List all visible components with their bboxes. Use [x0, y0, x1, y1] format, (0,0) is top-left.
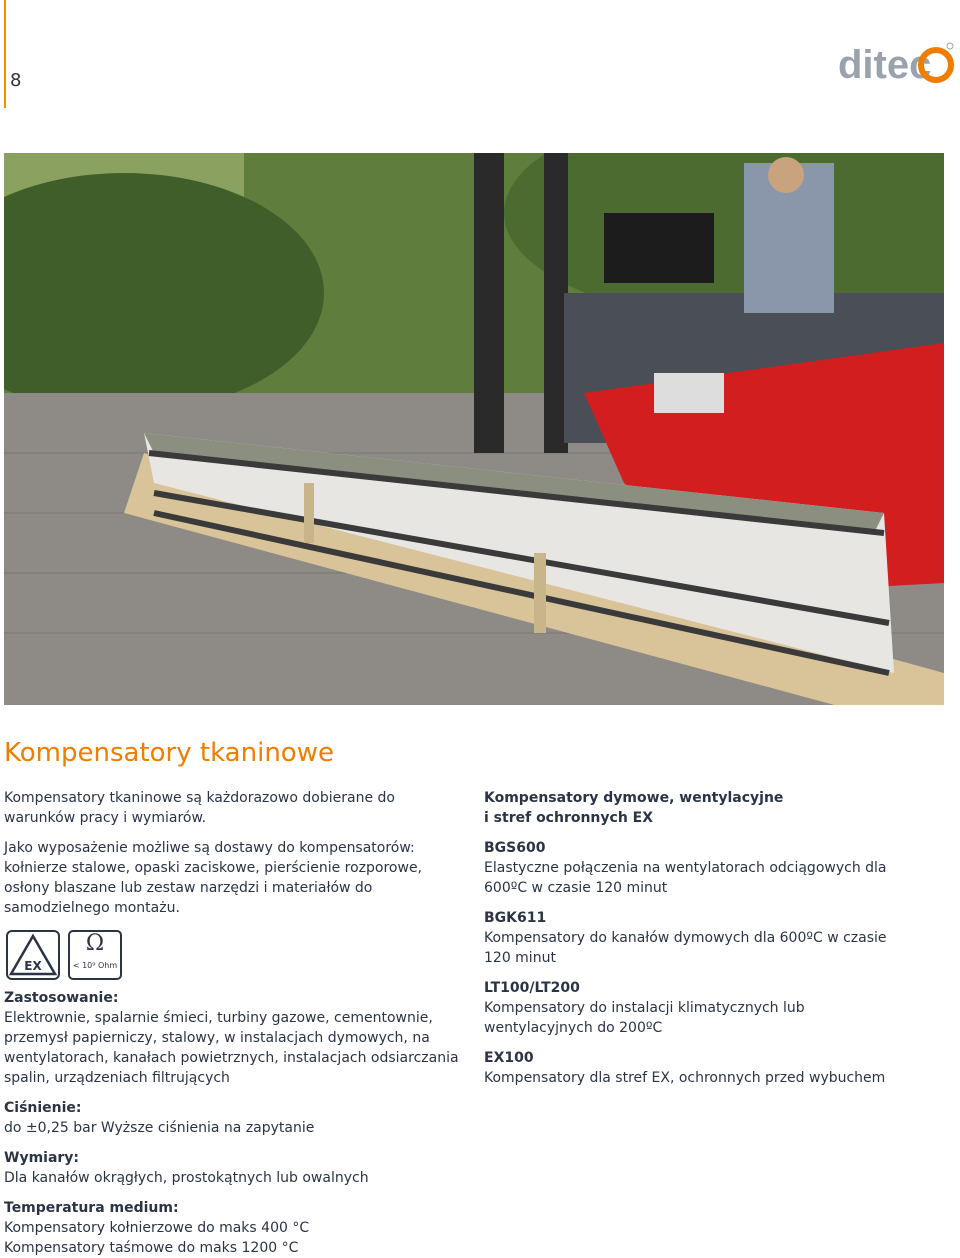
right-heading-line-2: i stref ochronnych EX — [484, 810, 654, 826]
ex-warning-icon — [6, 930, 60, 980]
logo-text: ditec — [838, 43, 932, 87]
pressure-text: do ±0,25 bar Wyższe ciśnienia na zapytanie — [4, 1120, 315, 1136]
product-code-bgk611: BGK611 — [484, 910, 547, 926]
product-code-ex100: EX100 — [484, 1050, 534, 1066]
page-edge-rule — [4, 0, 6, 108]
product-photo — [4, 153, 944, 705]
pressure-heading: Ciśnienie: — [4, 1100, 82, 1116]
product-code-lt100: LT100/LT200 — [484, 980, 580, 996]
temperature-line-2: Kompensatory taśmowe do maks 1200 °C — [4, 1240, 299, 1256]
dimensions-text: Dla kanałów okrągłych, prostokątnych lub owalnych — [4, 1170, 369, 1186]
product-desc-lt100: Kompensatory do instalacji klimatycznych lub wentylacyjnych do 200ºC — [484, 1000, 805, 1036]
ohm-resistance-icon — [68, 930, 122, 980]
product-code-bgs600: BGS600 — [484, 840, 546, 856]
ex-label: EX — [24, 959, 42, 973]
right-column — [484, 788, 894, 1098]
intro-paragraph-2: Jako wyposażenie możliwe są dostawy do kompensatorów: kołnierze stalowe, opaski zaciskowe, pierścienie rozporowe, osłony blaszane lub zestaw narzędzi i materiałów do samodzielnego montażu. — [4, 840, 423, 916]
application-heading: Zastosowanie: — [4, 990, 119, 1006]
product-desc-bgk611: Kompensatory do kanałów dymowych dla 600ºC w czasie 120 minut — [484, 930, 887, 966]
ditec-logo — [838, 38, 958, 90]
intro-paragraph-1: Kompensatory tkaninowe są każdorazowo dobierane do warunków pracy i wymiarów. — [4, 790, 395, 826]
temperature-heading: Temperatura medium: — [4, 1200, 179, 1216]
ohm-label: < 10⁹ Ohm — [72, 961, 118, 970]
page-number: 8 — [10, 70, 22, 91]
page-title: Kompensatory tkaninowe — [4, 738, 334, 768]
product-desc-bgs600: Elastyczne połączenia na wentylatorach odciągowych dla 600ºC w czasie 120 minut — [484, 860, 887, 896]
right-heading-line-1: Kompensatory dymowe, wentylacyjne — [484, 790, 784, 806]
ohm-symbol: Ω — [85, 931, 105, 956]
application-text: Elektrownie, spalarnie śmieci, turbiny gazowe, cementownie, przemysł papierniczy, stalowy, w instalacjach dymowych, na wentylatorach, kanałach powietrznych, instalacjach odsiarczania spalin, urządzeniach filtrujących — [4, 1010, 459, 1086]
dimensions-heading: Wymiary: — [4, 1150, 80, 1166]
certification-icons — [4, 930, 464, 982]
left-column — [4, 788, 464, 1258]
product-desc-ex100: Kompensatory dla stref EX, ochronnych przed wybuchem — [484, 1070, 886, 1086]
temperature-line-1: Kompensatory kołnierzowe do maks 400 °C — [4, 1220, 310, 1236]
